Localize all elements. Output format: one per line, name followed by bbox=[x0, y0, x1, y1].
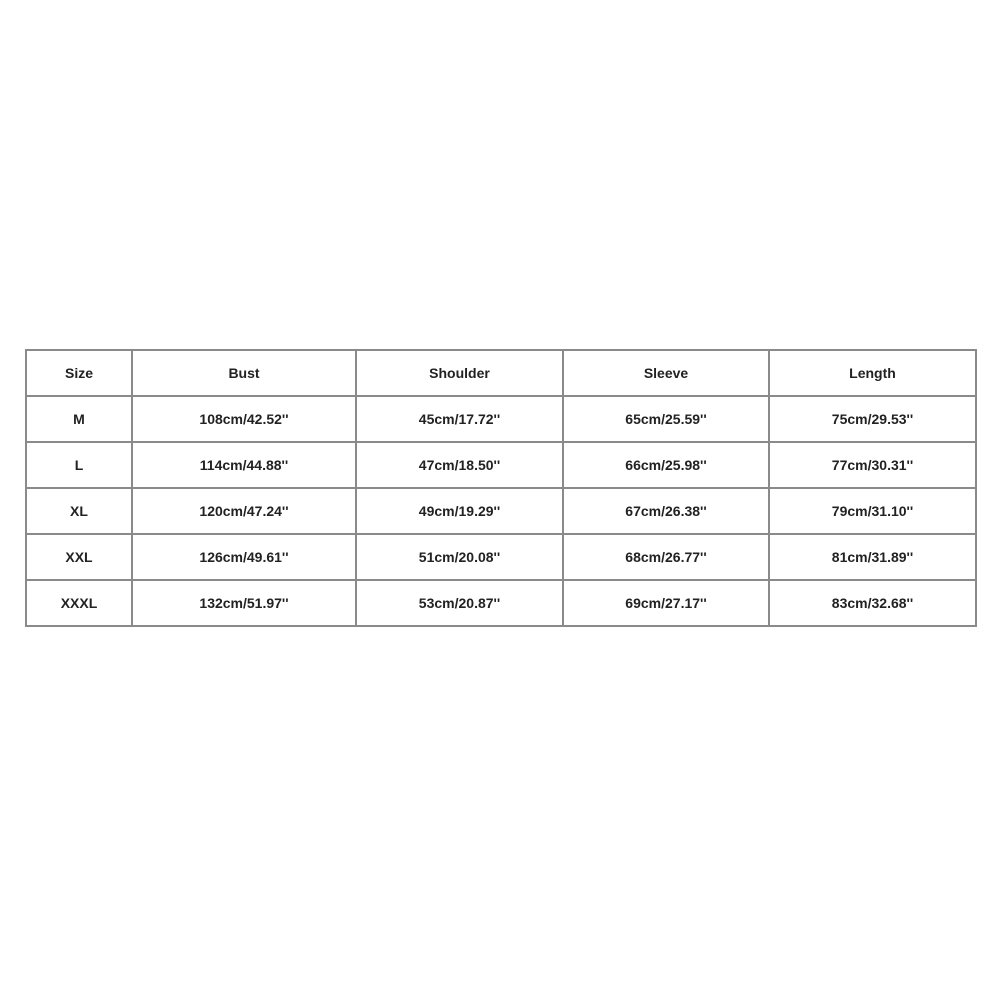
cell-shoulder: 45cm/17.72'' bbox=[356, 396, 563, 442]
cell-size: XXXL bbox=[26, 580, 132, 626]
header-sleeve: Sleeve bbox=[563, 350, 769, 396]
cell-length: 81cm/31.89'' bbox=[769, 534, 976, 580]
table-row bbox=[26, 534, 976, 580]
header-bust: Bust bbox=[132, 350, 356, 396]
cell-size: XXL bbox=[26, 534, 132, 580]
cell-sleeve: 65cm/25.59'' bbox=[563, 396, 769, 442]
cell-sleeve: 69cm/27.17'' bbox=[563, 580, 769, 626]
cell-size: XL bbox=[26, 488, 132, 534]
table-row bbox=[26, 442, 976, 488]
cell-bust: 108cm/42.52'' bbox=[132, 396, 356, 442]
table-row bbox=[26, 396, 976, 442]
header-length: Length bbox=[769, 350, 976, 396]
cell-shoulder: 51cm/20.08'' bbox=[356, 534, 563, 580]
cell-length: 75cm/29.53'' bbox=[769, 396, 976, 442]
size-chart-table bbox=[25, 349, 977, 627]
header-shoulder: Shoulder bbox=[356, 350, 563, 396]
cell-sleeve: 68cm/26.77'' bbox=[563, 534, 769, 580]
cell-size: L bbox=[26, 442, 132, 488]
header-size: Size bbox=[26, 350, 132, 396]
cell-length: 79cm/31.10'' bbox=[769, 488, 976, 534]
cell-length: 83cm/32.68'' bbox=[769, 580, 976, 626]
cell-bust: 132cm/51.97'' bbox=[132, 580, 356, 626]
table-row bbox=[26, 580, 976, 626]
cell-shoulder: 53cm/20.87'' bbox=[356, 580, 563, 626]
cell-bust: 126cm/49.61'' bbox=[132, 534, 356, 580]
header-row bbox=[26, 350, 976, 396]
cell-sleeve: 66cm/25.98'' bbox=[563, 442, 769, 488]
cell-length: 77cm/30.31'' bbox=[769, 442, 976, 488]
cell-bust: 120cm/47.24'' bbox=[132, 488, 356, 534]
cell-shoulder: 47cm/18.50'' bbox=[356, 442, 563, 488]
cell-sleeve: 67cm/26.38'' bbox=[563, 488, 769, 534]
cell-size: M bbox=[26, 396, 132, 442]
cell-bust: 114cm/44.88'' bbox=[132, 442, 356, 488]
table-row bbox=[26, 488, 976, 534]
cell-shoulder: 49cm/19.29'' bbox=[356, 488, 563, 534]
